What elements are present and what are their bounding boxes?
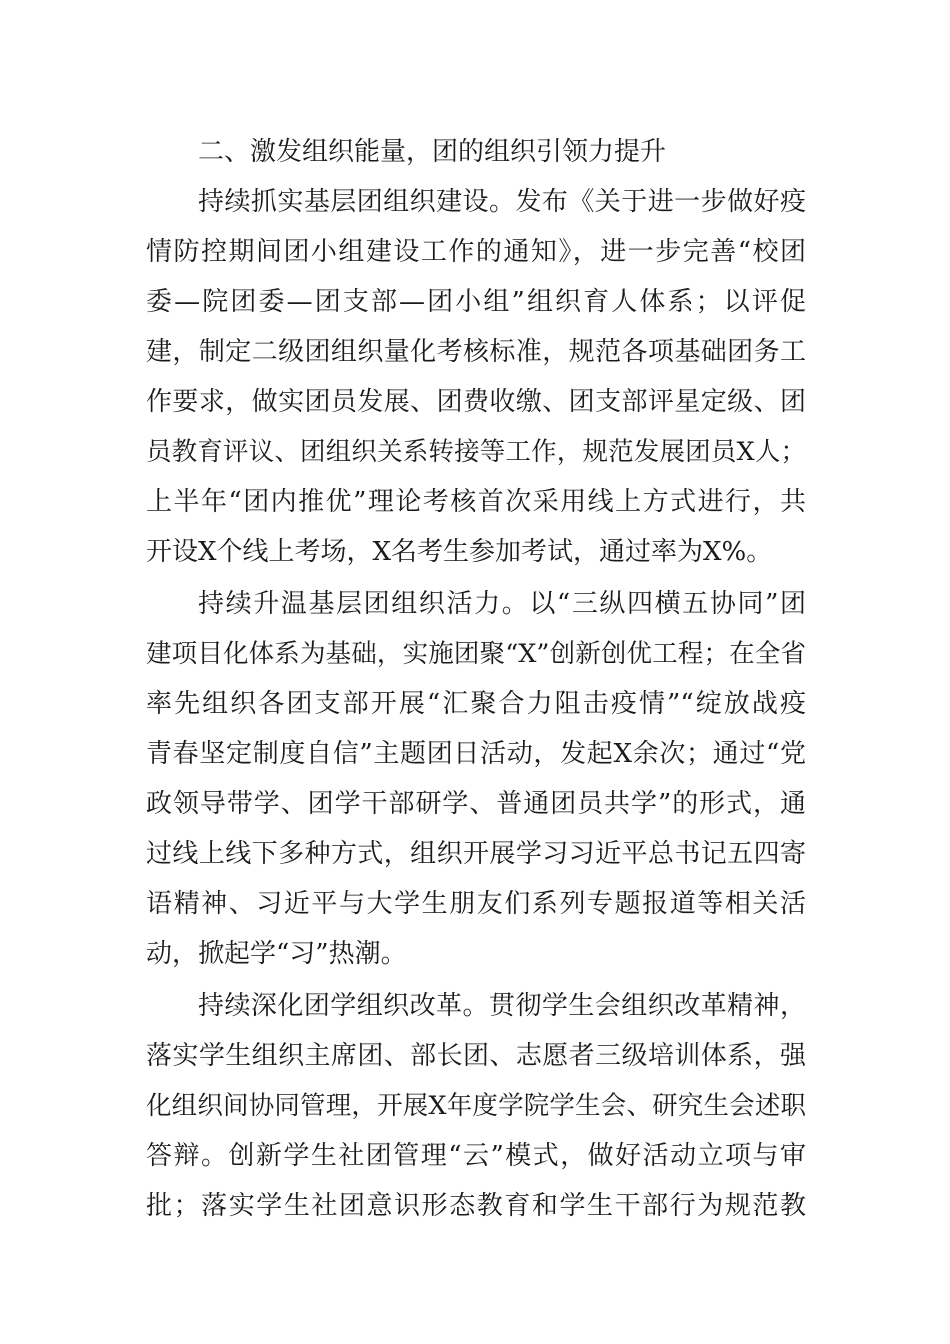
paragraph-2-line-2: 建项目化体系为基础，实施团聚“X”创新创优工程；在全省 xyxy=(146,639,806,669)
section-heading: 二、激发组织能量，团的组织引领力提升 xyxy=(198,137,667,167)
paragraph-1-line-3: 委—院团委—团支部—团小组”组织育人体系；以评促 xyxy=(146,287,806,317)
paragraph-1-line-5: 作要求，做实团员发展、团费收缴、团支部评星定级、团 xyxy=(146,387,806,417)
paragraph-1-line-2: 情防控期间团小组建设工作的通知》，进一步完善“校团 xyxy=(146,237,806,267)
paragraph-3-line-1: 持续深化团学组织改革。贯彻学生会组织改革精神， xyxy=(198,991,806,1021)
paragraph-3-line-3: 化组织间协同管理，开展X年度学院学生会、研究生会述职 xyxy=(146,1091,806,1121)
paragraph-2-line-5: 政领导带学、团学干部研学、普通团员共学”的形式，通 xyxy=(146,789,806,819)
paragraph-1-line-7: 上半年“团内推优”理论考核首次采用线上方式进行，共 xyxy=(146,487,806,517)
paragraph-2-line-4: 青春坚定制度自信”主题团日活动，发起X余次；通过“党 xyxy=(146,739,806,769)
paragraph-2-line-3: 率先组织各团支部开展“汇聚合力阻击疫情”“绽放战疫 xyxy=(146,689,806,719)
paragraph-2-line-7: 语精神、习近平与大学生朋友们系列专题报道等相关活 xyxy=(146,889,806,919)
paragraph-1-line-8: 开设X个线上考场，X名考生参加考试，通过率为X%。 xyxy=(146,537,773,567)
paragraph-2-line-1: 持续升温基层团组织活力。以“三纵四横五协同”团 xyxy=(198,589,806,619)
paragraph-3-line-5: 批；落实学生社团意识形态教育和学生干部行为规范教 xyxy=(146,1191,806,1221)
paragraph-3-line-4: 答辩。创新学生社团管理“云”模式，做好活动立项与审 xyxy=(146,1141,806,1171)
paragraph-1-line-4: 建，制定二级团组织量化考核标准，规范各项基础团务工 xyxy=(146,337,806,367)
paragraph-3-line-2: 落实学生组织主席团、部长团、志愿者三级培训体系，强 xyxy=(146,1041,806,1071)
paragraph-1-line-1: 持续抓实基层团组织建设。发布《关于进一步做好疫 xyxy=(198,187,806,217)
paragraph-2-line-6: 过线上线下多种方式，组织开展学习习近平总书记五四寄 xyxy=(146,839,806,869)
paragraph-2-line-8: 动，掀起学“习”热潮。 xyxy=(146,939,407,969)
paragraph-1-line-6: 员教育评议、团组织关系转接等工作，规范发展团员X人； xyxy=(146,437,806,467)
